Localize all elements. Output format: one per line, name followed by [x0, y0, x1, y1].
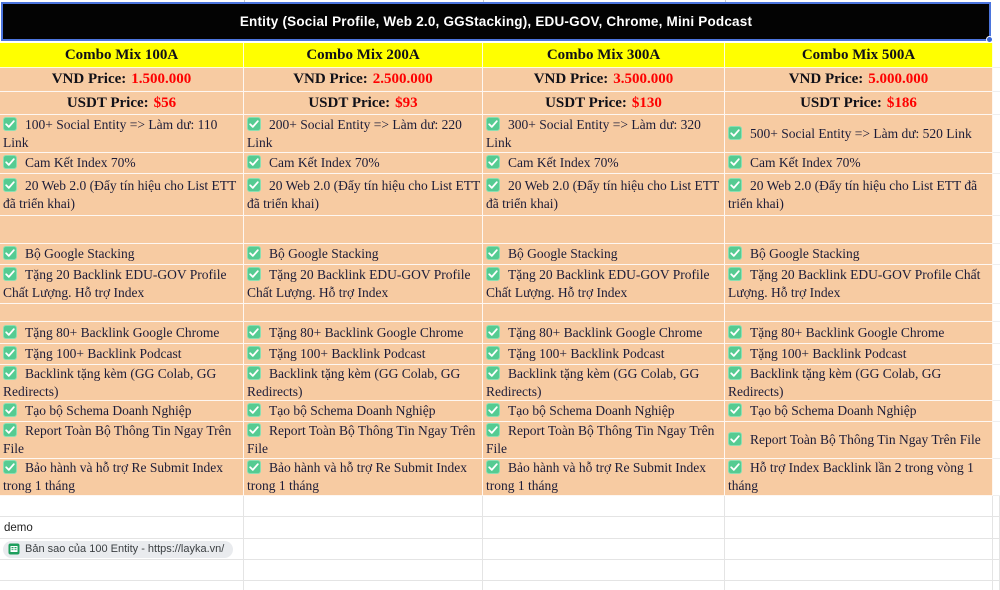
empty-cell[interactable]: [993, 304, 1000, 322]
check-icon: [728, 460, 742, 474]
check-icon: [3, 346, 17, 360]
feature-text: Tạo bộ Schema Doanh Nghiệp: [508, 403, 675, 418]
check-icon: [486, 178, 500, 192]
price-value: $186: [886, 94, 917, 111]
price-value: 1.500.000: [131, 71, 192, 87]
feature-text: 20 Web 2.0 (Đẩy tín hiệu cho List ETT đã triển khai): [3, 177, 237, 211]
demo-label: demo: [4, 521, 33, 534]
check-icon: [247, 403, 261, 417]
empty-cell[interactable]: [993, 365, 1000, 401]
feature-text: Tặng 20 Backlink EDU-GOV Profile Chất Lượng. Hỗ trợ Index: [3, 267, 227, 300]
check-icon: [486, 366, 500, 380]
feature-cell[interactable]: [483, 244, 725, 265]
price-value: $56: [153, 94, 177, 111]
empty-cell[interactable]: [993, 92, 1000, 115]
feature-cell[interactable]: [483, 401, 725, 422]
feature-cell[interactable]: [725, 344, 993, 365]
empty-cell[interactable]: [244, 216, 483, 244]
feature-text: Tạo bộ Schema Doanh Nghiệp: [269, 403, 436, 418]
combo-name: Combo Mix 200A: [306, 46, 420, 63]
empty-cell[interactable]: [0, 496, 244, 517]
empty-cell[interactable]: [993, 174, 1000, 216]
sheet-link-chip[interactable]: [3, 541, 233, 558]
check-icon: [247, 325, 261, 339]
feature-text: Bộ Google Stacking: [25, 246, 135, 261]
empty-cell[interactable]: [0, 216, 244, 244]
feature-cell[interactable]: [0, 344, 244, 365]
check-icon: [728, 155, 742, 169]
empty-cell[interactable]: [725, 216, 993, 244]
empty-cell[interactable]: [725, 517, 993, 539]
feature-cell[interactable]: [244, 422, 483, 459]
feature-text: Tạo bộ Schema Doanh Nghiệp: [750, 403, 917, 418]
check-icon: [3, 325, 17, 339]
usdt-price-cell[interactable]: [725, 92, 993, 115]
empty-cell[interactable]: [993, 581, 1000, 590]
feature-cell[interactable]: [244, 401, 483, 422]
empty-cell[interactable]: [993, 43, 1000, 68]
sheet-title: Entity (Social Profile, Web 2.0, GGStacking), EDU-GOV, Chrome, Mini Podcast: [239, 14, 753, 29]
feature-cell[interactable]: [483, 265, 725, 304]
check-icon: [3, 366, 17, 380]
empty-cell[interactable]: [0, 560, 244, 581]
check-icon: [247, 366, 261, 380]
empty-cell[interactable]: [483, 539, 725, 560]
price-label: VND Price:: [51, 71, 127, 87]
empty-cell[interactable]: [993, 115, 1000, 153]
check-icon: [247, 155, 261, 169]
empty-cell[interactable]: [483, 581, 725, 590]
sheet-link-text: Bản sao của 100 Entity - https://layka.vn/: [25, 543, 225, 555]
feature-text: Tặng 80+ Backlink Google Chrome: [25, 324, 220, 340]
check-icon: [728, 267, 742, 281]
check-icon: [486, 423, 500, 437]
feature-cell[interactable]: [0, 401, 244, 422]
empty-cell[interactable]: [993, 459, 1000, 496]
feature-text: Backlink tặng kèm (GG Colab, GG Redirects): [3, 365, 217, 399]
empty-cell[interactable]: [993, 539, 1000, 560]
empty-cell[interactable]: [993, 216, 1000, 244]
price-label: USDT Price:: [308, 94, 391, 111]
price-label: VND Price:: [293, 71, 368, 87]
price-label: USDT Price:: [545, 94, 627, 111]
combo-name: Combo Mix 100A: [64, 46, 179, 63]
empty-cell[interactable]: [993, 401, 1000, 422]
check-icon: [728, 346, 742, 360]
feature-text: Bảo hành và hỗ trợ Re Submit Index trong 1 tháng: [3, 460, 223, 493]
check-icon: [247, 178, 261, 192]
feature-cell[interactable]: [725, 115, 993, 153]
feature-text: Bộ Google Stacking: [269, 246, 379, 261]
empty-cell[interactable]: [244, 496, 483, 517]
feature-cell[interactable]: [483, 422, 725, 459]
feature-cell[interactable]: [483, 322, 725, 344]
empty-cell[interactable]: [993, 422, 1000, 459]
feature-cell[interactable]: [0, 174, 244, 216]
feature-cell[interactable]: [244, 153, 483, 174]
price-label: VND Price:: [788, 71, 864, 87]
sheets-icon: [8, 543, 20, 555]
check-icon: [3, 267, 17, 281]
combo-header-cell[interactable]: [483, 43, 725, 68]
sheet-link-cell[interactable]: [0, 539, 244, 560]
feature-text: Cam Kết Index 70%: [25, 155, 136, 170]
check-icon: [486, 403, 500, 417]
check-icon: [3, 178, 17, 192]
feature-text: Bảo hành và hỗ trợ Re Submit Index trong 1 tháng: [247, 460, 467, 493]
feature-text: 500+ Social Entity => Làm dư: 520 Link: [750, 125, 972, 141]
check-icon: [486, 246, 500, 260]
feature-cell[interactable]: [725, 401, 993, 422]
feature-text: 20 Web 2.0 (Đẩy tín hiệu cho List ETT đã triển khai): [728, 177, 978, 211]
feature-cell[interactable]: [244, 174, 483, 216]
feature-cell[interactable]: [725, 459, 993, 496]
feature-cell[interactable]: [244, 459, 483, 496]
feature-text: 20 Web 2.0 (Đẩy tín hiệu cho List ETT đã triển khai): [247, 177, 481, 211]
check-icon: [3, 403, 17, 417]
check-icon: [3, 460, 17, 474]
feature-text: Tặng 20 Backlink EDU-GOV Profile Chất Lượng. Hỗ trợ Index: [728, 267, 981, 300]
empty-cell[interactable]: [993, 322, 1000, 344]
feature-text: Tặng 20 Backlink EDU-GOV Profile Chất Lượng. Hỗ trợ Index: [486, 267, 710, 300]
vnd-price-cell[interactable]: [725, 68, 993, 92]
feature-text: Tặng 20 Backlink EDU-GOV Profile Chất Lượng. Hỗ trợ Index: [247, 267, 471, 300]
feature-text: Bộ Google Stacking: [508, 246, 618, 261]
combo-name: Combo Mix 300A: [546, 46, 661, 63]
check-icon: [247, 267, 261, 281]
empty-cell[interactable]: [483, 560, 725, 581]
empty-cell[interactable]: [993, 153, 1000, 174]
price-value: 2.500.000: [372, 71, 433, 87]
feature-text: Tạo bộ Schema Doanh Nghiệp: [25, 403, 192, 418]
usdt-price-cell[interactable]: [483, 92, 725, 115]
check-icon: [486, 117, 500, 131]
feature-text: Report Toàn Bộ Thông Tin Ngay Trên File: [486, 423, 715, 456]
check-icon: [728, 403, 742, 417]
feature-cell[interactable]: [0, 322, 244, 344]
feature-cell[interactable]: [483, 115, 725, 153]
feature-cell[interactable]: [725, 244, 993, 265]
feature-cell[interactable]: [0, 153, 244, 174]
empty-cell[interactable]: [725, 304, 993, 322]
feature-cell[interactable]: [725, 174, 993, 216]
check-icon: [247, 246, 261, 260]
feature-cell[interactable]: [483, 344, 725, 365]
feature-cell[interactable]: [0, 265, 244, 304]
demo-cell[interactable]: [0, 517, 244, 539]
feature-cell[interactable]: [244, 365, 483, 401]
check-icon: [728, 246, 742, 260]
check-icon: [3, 246, 17, 260]
feature-text: Tặng 100+ Backlink Podcast: [25, 346, 182, 361]
selection-handle[interactable]: [986, 36, 993, 43]
combo-header-cell[interactable]: [725, 43, 993, 68]
check-icon: [486, 267, 500, 281]
feature-cell[interactable]: [244, 244, 483, 265]
empty-cell[interactable]: [725, 581, 993, 590]
check-icon: [728, 432, 742, 446]
check-icon: [247, 346, 261, 360]
empty-cell[interactable]: [483, 517, 725, 539]
empty-cell[interactable]: [483, 216, 725, 244]
feature-text: Bộ Google Stacking: [750, 246, 860, 261]
check-icon: [3, 155, 17, 169]
feature-text: Report Toàn Bộ Thông Tin Ngay Trên File: [247, 423, 476, 456]
empty-cell[interactable]: [725, 560, 993, 581]
combo-header-cell[interactable]: [244, 43, 483, 68]
empty-cell[interactable]: [993, 517, 1000, 539]
price-label: VND Price:: [533, 71, 609, 87]
feature-cell[interactable]: [0, 244, 244, 265]
feature-cell[interactable]: [725, 365, 993, 401]
feature-text: Tặng 80+ Backlink Google Chrome: [508, 324, 703, 340]
combo-name: Combo Mix 500A: [801, 46, 916, 63]
check-icon: [247, 423, 261, 437]
feature-text: Backlink tặng kèm (GG Colab, GG Redirects): [486, 365, 700, 399]
empty-cell[interactable]: [244, 539, 483, 560]
check-icon: [486, 460, 500, 474]
usdt-price-cell[interactable]: [0, 92, 244, 115]
empty-cell[interactable]: [725, 539, 993, 560]
usdt-price-cell[interactable]: [244, 92, 483, 115]
feature-text: Tặng 80+ Backlink Google Chrome: [269, 324, 464, 340]
check-icon: [247, 460, 261, 474]
feature-cell[interactable]: [244, 344, 483, 365]
feature-cell[interactable]: [483, 153, 725, 174]
vnd-price-cell[interactable]: [0, 68, 244, 92]
feature-cell[interactable]: [725, 265, 993, 304]
empty-cell[interactable]: [993, 68, 1000, 92]
pricing-table: [0, 43, 1000, 590]
price-value: 5.000.000: [868, 71, 929, 87]
feature-text: 200+ Social Entity => Làm dư: 220 Link: [247, 116, 462, 150]
feature-cell[interactable]: [244, 322, 483, 344]
check-icon: [728, 126, 742, 140]
check-icon: [728, 366, 742, 380]
empty-cell[interactable]: [725, 496, 993, 517]
price-label: USDT Price:: [800, 94, 882, 111]
price-label: USDT Price:: [66, 94, 149, 111]
feature-text: Backlink tặng kèm (GG Colab, GG Redirects): [247, 365, 461, 399]
feature-cell[interactable]: [244, 265, 483, 304]
price-value: $93: [395, 94, 418, 111]
empty-cell[interactable]: [244, 560, 483, 581]
price-value: $130: [631, 94, 662, 111]
feature-text: Tặng 100+ Backlink Podcast: [269, 346, 426, 361]
feature-text: 300+ Social Entity => Làm dư: 320 Link: [486, 116, 701, 150]
feature-cell[interactable]: [0, 365, 244, 401]
empty-cell[interactable]: [993, 344, 1000, 365]
feature-text: Cam Kết Index 70%: [508, 155, 619, 170]
empty-cell[interactable]: [993, 244, 1000, 265]
check-icon: [728, 178, 742, 192]
feature-text: 20 Web 2.0 (Đẩy tín hiệu cho List ETT đã triển khai): [486, 177, 720, 211]
empty-cell[interactable]: [993, 496, 1000, 517]
check-icon: [3, 117, 17, 131]
feature-cell[interactable]: [725, 422, 993, 459]
feature-text: Tặng 100+ Backlink Podcast: [750, 346, 907, 361]
price-value: 3.500.000: [613, 71, 674, 87]
empty-cell[interactable]: [244, 581, 483, 590]
feature-text: 100+ Social Entity => Làm dư: 110 Link: [3, 116, 218, 150]
empty-cell[interactable]: [483, 304, 725, 322]
feature-text: Hỗ trợ Index Backlink lần 2 trong vòng 1 tháng: [728, 460, 974, 493]
feature-cell[interactable]: [0, 422, 244, 459]
check-icon: [247, 117, 261, 131]
feature-text: Backlink tặng kèm (GG Colab, GG Redirects): [728, 365, 942, 399]
vnd-price-cell[interactable]: [244, 68, 483, 92]
feature-cell[interactable]: [0, 115, 244, 153]
check-icon: [486, 325, 500, 339]
feature-cell[interactable]: [725, 322, 993, 344]
check-icon: [728, 325, 742, 339]
feature-text: Tặng 80+ Backlink Google Chrome: [750, 324, 945, 340]
feature-cell[interactable]: [483, 459, 725, 496]
combo-header-cell[interactable]: [0, 43, 244, 68]
sheet-title-banner[interactable]: [1, 2, 991, 41]
feature-cell[interactable]: [0, 459, 244, 496]
feature-text: Report Toàn Bộ Thông Tin Ngay Trên File: [3, 423, 232, 456]
check-icon: [486, 346, 500, 360]
vnd-price-cell[interactable]: [483, 68, 725, 92]
feature-text: Bảo hành và hỗ trợ Re Submit Index trong 1 tháng: [486, 460, 706, 493]
feature-cell[interactable]: [483, 365, 725, 401]
feature-cell[interactable]: [244, 115, 483, 153]
feature-cell[interactable]: [725, 153, 993, 174]
check-icon: [486, 155, 500, 169]
empty-cell[interactable]: [483, 496, 725, 517]
empty-cell[interactable]: [244, 517, 483, 539]
feature-text: Cam Kết Index 70%: [750, 155, 861, 170]
empty-cell[interactable]: [0, 581, 244, 590]
feature-cell[interactable]: [483, 174, 725, 216]
empty-cell[interactable]: [993, 560, 1000, 581]
feature-text: Report Toàn Bộ Thông Tin Ngay Trên File: [750, 432, 981, 447]
feature-text: Tặng 100+ Backlink Podcast: [508, 346, 665, 361]
feature-text: Cam Kết Index 70%: [269, 155, 380, 170]
check-icon: [3, 423, 17, 437]
empty-cell[interactable]: [993, 265, 1000, 304]
empty-cell[interactable]: [244, 304, 483, 322]
empty-cell[interactable]: [0, 304, 244, 322]
